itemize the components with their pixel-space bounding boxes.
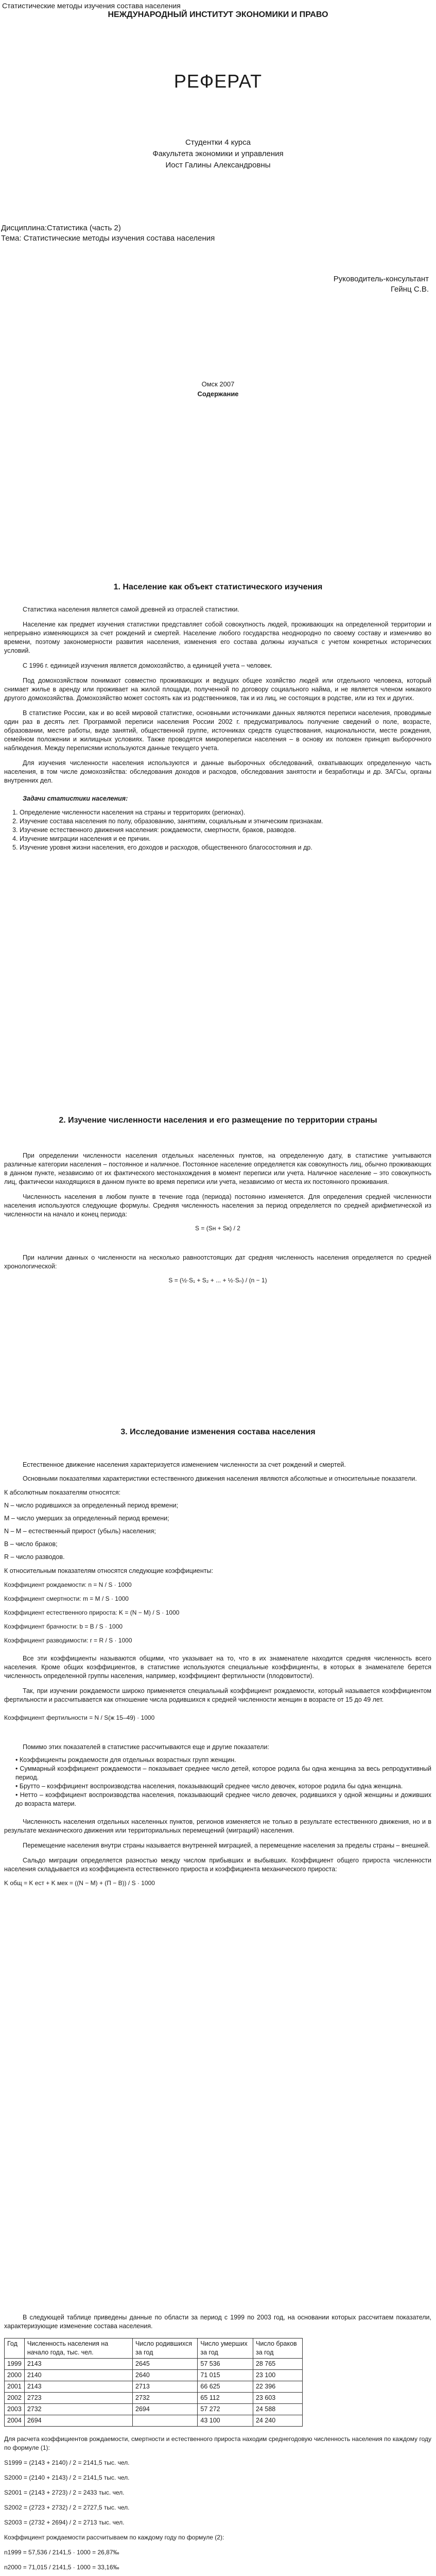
calculation-step: S2000 = (2140 + 2143) / 2 = 2141,5 тыс. чел. (4, 2474, 130, 2481)
calculation-step: S2001 = (2143 + 2723) / 2 = 2433 тыс. чел. (4, 2489, 125, 2496)
paragraph: Численность населения отдельных населенных пунктов, регионов изменяется не только в результате естественного движения, но и в результате механического движения или территориальных перемещений (миграций) населения. (4, 1818, 431, 1834)
indicator-line: M – число умерших за определенный период времени; (4, 1515, 169, 1522)
table-cell: 23 100 (253, 2370, 302, 2381)
table-cell: 2000 (5, 2370, 25, 2381)
student-name: Иост Галины Александровны (165, 161, 271, 170)
coefficient-formula: Коэффициент естественного прироста: K = (N − M) / S · 1000 (4, 1609, 180, 1616)
column-header: Год (5, 2338, 25, 2359)
calculation-step: S2002 = (2723 + 2732) / 2 = 2727,5 тыс. чел. (4, 2504, 130, 2511)
paragraph: Под домохозяйством понимают совместно проживающих и ведущих общее хозяйство людей или отдельного человека, который снимает жилье в аренду или проживает на жилой площади, полученной по договору социального найма, и не является членом никакого другого домохозяйства. Домохозяйство может состоять как из родственников, так и из лиц, не состоящих в родстве, или из тех и других. (4, 677, 431, 702)
tasks-heading: Задачи статистики населения: (23, 795, 128, 802)
calculation-step: n1999 = 57,536 / 2141,5 · 1000 = 26,87‰ (4, 2549, 119, 2556)
calculation-step: n2000 = 71,015 / 2141,5 · 1000 = 33,16‰ (4, 2564, 119, 2571)
paragraph: Помимо этих показателей в статистике рассчитываются еще и другие показатели: (23, 1743, 269, 1751)
calculation-step: Коэффициент рождаемости рассчитываем по каждому году по формуле (2): (4, 2534, 224, 2541)
paragraph: При наличии данных о численности на несколько равноотстоящих дат средняя численность населения определяется по средней хронологической: (4, 1254, 431, 1270)
document-title: Статистические методы изучения состава населения (2, 2, 181, 10)
table-cell: 2003 (5, 2404, 25, 2415)
table-cell: 2713 (133, 2381, 198, 2393)
calculation-steps (4, 2435, 431, 2576)
list-item: • Нетто – коэффициент воспроизводства населения, показывающий среднее число девочек, родившихся у одной женщины и доживших до возраста матери. (15, 1791, 431, 1808)
formula-average: S = (Sн + Sк) / 2 (195, 1225, 240, 1232)
table-row (5, 2393, 303, 2404)
calculation-section (4, 2313, 431, 2576)
paragraph: Для изучения численности населения используются и данные выборочных обследований, охватывающих определенную часть населения, в том числе домохозяйства: обследования доходов и расходов, обследования занятости и безработицы и др. ЗАГСы, органы внутренних дел. (4, 759, 431, 784)
supervisor-label: Руководитель-консультант (333, 275, 429, 283)
section-2-heading: 2. Изучение численности населения и его размещение по территории страны (59, 1116, 377, 1125)
list-item: 2. Изучение состава населения по полу, образованию, занятиям, социальным и этническим признакам. (20, 817, 431, 826)
formula-total-growth: K общ = K ест + K мех = ((N − M) + (П − В)) / S · 1000 (4, 1879, 155, 1887)
supervisor-name: Гейнц С.В. (390, 285, 429, 294)
formula-fertility: Коэффициент фертильности = N / S(ж 15–49) · 1000 (4, 1714, 155, 1721)
table-cell (133, 2415, 198, 2427)
table-cell: 22 396 (253, 2381, 302, 2393)
section-1-body (4, 605, 431, 852)
table-cell: 2732 (133, 2393, 198, 2404)
city-year: Омск 2007 (201, 380, 235, 388)
list-item: • Суммарный коэффициент рождаемости – показывает среднее число детей, которое родила бы одна женщина за весь репродуктивный период. (15, 1765, 431, 1782)
table-cell: 2694 (133, 2404, 198, 2415)
paragraph: При определении численности населения отдельных населенных пунктов, на определенную дату, в статистике учитываются различные категории населения – постоянное и наличное. Постоянное население определяется как совокупность лиц, обычно проживающих в данном пункте, независимо от их фактического местонахождения в момент переписи или учета. Наличное население – это совокупность лиц, фактически находящихся в данном пункте во время переписи или учета, независимо от места их постоянного проживания. (4, 1152, 431, 1185)
table-cell: 2001 (5, 2381, 25, 2393)
indicator-line: R – число разводов. (4, 1553, 65, 1561)
tasks-list (4, 808, 431, 852)
table-cell: 2694 (24, 2415, 132, 2427)
column-header: Число родившихся за год (133, 2338, 198, 2359)
table-cell: 2645 (133, 2359, 198, 2370)
report-title: РЕФЕРАТ (173, 71, 263, 92)
table-cell: 2723 (24, 2393, 132, 2404)
discipline-line: Дисциплина:Статистика (часть 2) (1, 224, 121, 232)
topic-line: Тема: Статистические методы изучения состава населения (1, 234, 215, 243)
coefficient-formula: Коэффициент брачности: b = B / S · 1000 (4, 1623, 123, 1630)
table-cell: 2002 (5, 2393, 25, 2404)
table-cell: 57 272 (198, 2404, 253, 2415)
table-row (5, 2404, 303, 2415)
table-cell: 2143 (24, 2381, 132, 2393)
table-cell: 2143 (24, 2359, 132, 2370)
list-item: • Брутто – коэффициент воспроизводства населения, показывающий среднее число девочек, которое родила бы одна женщина. (15, 1782, 431, 1791)
paragraph: Статистика населения является самой древней из отраслей статистики. (23, 606, 239, 613)
list-item: 4. Изучение миграции населения и ее причин. (20, 835, 431, 843)
paragraph: Население как предмет изучения статистики представляет собой совокупность людей, проживающих на определенной территории и непрерывно изменяющихся за счет рождений и смертей. Население любого государства неоднородно по своему составу и изменчиво во времени, поэтому закономерности развития населения, изменения его состава должны изучаться с учетом конкретных исторических условий. (4, 621, 431, 654)
table-cell: 24 240 (253, 2415, 302, 2427)
column-header: Число умерших за год (198, 2338, 253, 2359)
list-item: 5. Изучение уровня жизни населения, его доходов и расходов, общественного благосостояния и др. (20, 843, 431, 852)
coefficient-formula: Коэффициент рождаемости: n = N / S · 1000 (4, 1581, 132, 1588)
column-header: Число браков за год (253, 2338, 302, 2359)
section-3-body (4, 1461, 431, 1888)
table-cell: 28 765 (253, 2359, 302, 2370)
paragraph: В статистике России, как и во всей мировой статистике, основными источниками данных являются переписи населения, проводимые один раз в десять лет. Программой переписи населения России 2002 г. предусматривалось получение сведений о поле, возрасте, образовании, месте работы, виде занятий, общественной группе, источниках средств существования, национальности, месте рождения, семейном положении и жилищных условиях. Также проводятся микропереписи населения – в основу их положен принцип выборочного наблюдения. Между переписями используются данные текущего учета. (4, 709, 431, 752)
coefficient-formula: Коэффициент разводимости: r = R / S · 1000 (4, 1637, 132, 1644)
table-row (5, 2359, 303, 2370)
table-cell: 71 015 (198, 2370, 253, 2381)
table-cell: 57 536 (198, 2359, 253, 2370)
column-header: Численность населения на начало года, тыс. чел. (24, 2338, 132, 2359)
table-body (5, 2359, 303, 2427)
table-cell: 1999 (5, 2359, 25, 2370)
table-row (5, 2381, 303, 2393)
paragraph: Все эти коэффициенты называются общими, что указывает на то, что в их знаменателе находится средняя численность всего населения. Кроме общих коэффициентов, в статистике используются специальные коэффициенты, в которых в знаменателе берется численность определенной группы населения, например, коэффициент фертильности (плодовитости). (4, 1655, 431, 1680)
section-1-heading: 1. Население как объект статистического изучения (113, 583, 323, 591)
paragraph: Численность населения в любом пункте в течение года (периода) постоянно изменяется. Для определения средней численности населения используются следующие формулы. Средняя численность населения за период определяется по средней арифметической из численности на начало и конец периода: (4, 1193, 431, 1218)
table-cell: 23 603 (253, 2393, 302, 2404)
indicator-line: N – M – естественный прирост (убыль) населения; (4, 1528, 156, 1535)
contents-heading: Содержание (197, 390, 239, 398)
rel-indicators-label: К относительным показателям относятся следующие коэффициенты: (4, 1567, 213, 1574)
calculation-step: S1999 = (2143 + 2140) / 2 = 2141,5 тыс. чел. (4, 2459, 130, 2466)
table-cell: 2140 (24, 2370, 132, 2381)
coefficient-formula: Коэффициент смертности: m = M / S · 1000 (4, 1595, 129, 1602)
list-item: 1. Определение численности населения на страны и территориях (регионах). (20, 808, 431, 817)
faculty-line: Факультета экономики и управления (152, 149, 284, 158)
paragraph: Сальдо миграции определяется разностью между числом прибывших и выбывших. Коэффициент общего прироста численности населения складывается из коэффициента естественного прироста и коэффициента механического прироста: (4, 1857, 431, 1873)
table-cell: 24 588 (253, 2404, 302, 2415)
indicator-line: N – число родившихся за определенный период времени; (4, 1502, 179, 1509)
paragraph: В следующей таблице приведены данные по области за период с 1999 по 2003 год, на основании которых рассчитаем показатели, характеризующие изменение состава населения. (4, 2314, 431, 2330)
table-cell: 66 625 (198, 2381, 253, 2393)
table-row (5, 2370, 303, 2381)
table-row (5, 2415, 303, 2427)
section-2-body (4, 1151, 431, 1285)
institute-name: НЕЖДУНАРОДНЫЙ ИНСТИТУТ ЭКОНОМИКИ И ПРАВО (108, 10, 328, 19)
table-header-row (5, 2338, 303, 2359)
table-cell: 43 100 (198, 2415, 253, 2427)
table-cell: 65 112 (198, 2393, 253, 2404)
section-3-heading: 3. Исследование изменения состава населения (120, 1428, 316, 1436)
indicator-line: B – число браков; (4, 1540, 58, 1548)
calculation-step: Для расчета коэффициентов рождаемости, смертности и естественного прироста находим среднегодовую численность населения по каждому году по формуле (1): (4, 2435, 431, 2451)
calculation-step: S2003 = (2732 + 2694) / 2 = 2713 тыс. чел. (4, 2519, 125, 2526)
abs-indicators-label: К абсолютным показателям относятся: (4, 1489, 121, 1496)
indicators-bullets (4, 1756, 431, 1808)
list-item: 3. Изучение естественного движения населения: рождаемости, смертности, браков, разводов. (20, 826, 431, 835)
paragraph: Перемещение населения внутри страны называется внутренней миграцией, а перемещение населения за пределы страны – внешней. (23, 1842, 430, 1849)
list-item: • Коэффициенты рождаемости для отдельных возрастных групп женщин. (15, 1756, 431, 1765)
student-line: Студентки 4 курса (185, 138, 251, 147)
paragraph: Основными показателями характеристики естественного движения населения являются абсолютные и относительные показатели. (23, 1475, 417, 1482)
paragraph: Так, при изучении рождаемости широко применяется специальный коэффициент рождаемости, который называется коэффициентом фертильности и рассчитывается как отношение числа родившихся к средней численности женщин в возрасте от 15 до 49 лет. (4, 1687, 431, 1703)
table-cell: 2004 (5, 2415, 25, 2427)
table-cell: 2640 (133, 2370, 198, 2381)
paragraph: Естественное движение населения характеризуется изменением численности за счет рождений и смертей. (23, 1461, 346, 1468)
paragraph: С 1996 г. единицей изучения является домохозяйство, а единицей учета – человек. (23, 662, 272, 669)
formula-chronological: S = (½·S₁ + S₂ + ... + ½·Sₙ) / (n − 1) (168, 1277, 267, 1284)
table-cell: 2732 (24, 2404, 132, 2415)
population-table (4, 2338, 303, 2427)
